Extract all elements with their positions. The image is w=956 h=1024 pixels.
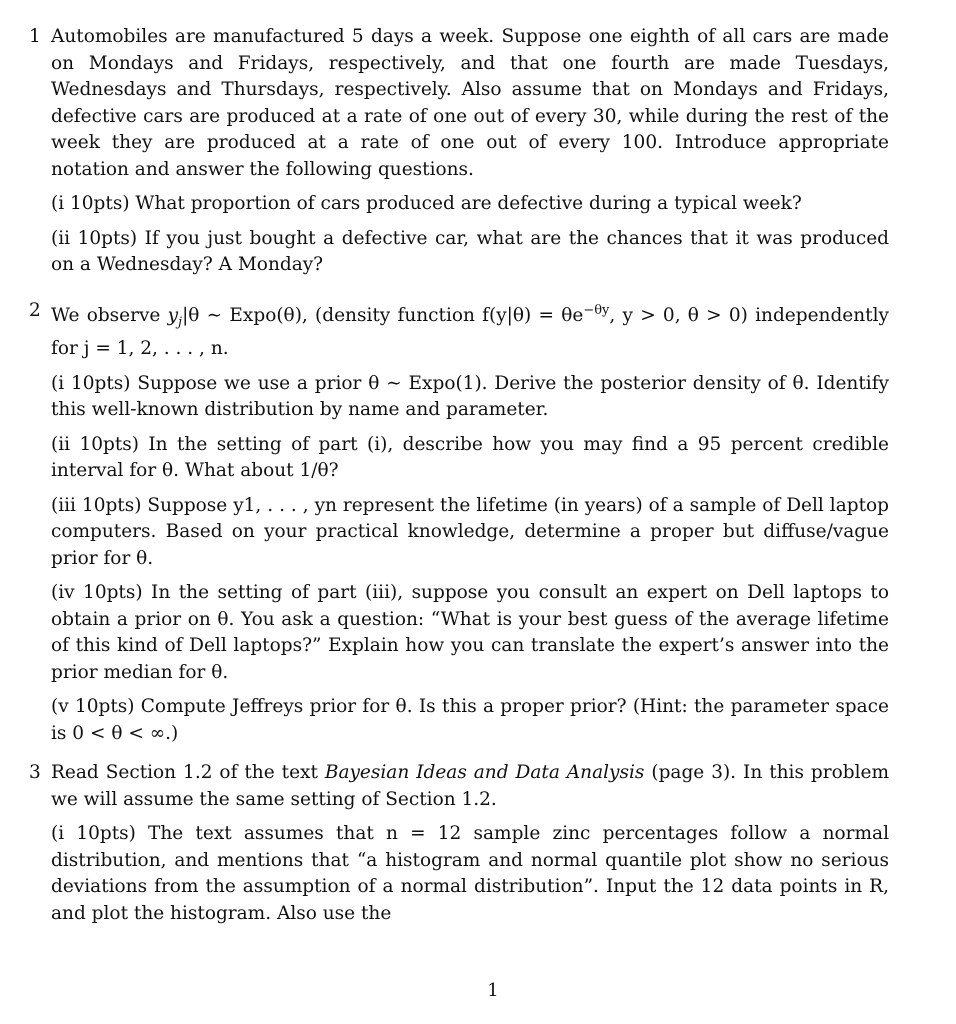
part-iii: (iii 10pts) Suppose y1, . . . , yn represent the lifetime (in years) of a sample of Dell laptop computers. Based on your practical knowledge, determine a proper but diffuse/vague prior for θ. [51,494,889,569]
problem-intro: Automobiles are manufactured 5 days a week. Suppose one eighth of all cars are made on Mondays and Fridays, respectively, and that one fourth are made Tuesdays, Wednesdays and Thursdays, respectively. Also assume that on Mondays and Fridays, defective cars are produced at a rate of one out of every 30, while during the rest of the week they are produced at a rate of one out of every 100. Introduce appropriate notation and answer the following questions. [51,26,889,180]
math-expression: |θ ∼ Expo(θ), (density function f(y|θ) = θe [182,305,584,327]
math-var: y [167,305,179,327]
problem-number: 1 [29,26,41,47]
part-i: (i 10pts) Suppose we use a prior θ ∼ Expo(1). Derive the posterior density of θ. Identify this well-known distribution by name and parameter. [51,372,889,421]
part-ii: (ii 10pts) If you just bought a defective car, what are the chances that it was produced on a Wednesday? A Monday? [51,227,889,275]
part-i: (i 10pts) The text assumes that n = 12 sample zinc percentages follow a normal distribution, and mentions that “a histogram and normal quantile plot show no serious deviations from the assumption of a normal distribution”. Input the 12 data points in R, and plot the histogram. Also use the [51,823,889,924]
problem-intro [51,298,889,363]
part-v: (v 10pts) Compute Jeffreys prior for θ. Is this a proper prior? (Hint: the parameter space is 0 < θ < ∞.) [51,696,889,744]
intro-text: (page 3). In this problem we will assume the same setting of Section 1.2. [51,762,889,810]
page-number: 1 [487,980,499,1001]
problem-number: 2 [29,300,41,321]
problem-number: 3 [29,762,41,783]
problem-1 [29,24,899,279]
book-title: Bayesian Ideas and Data Analysis [324,762,645,783]
math-expression: , y > 0, θ > 0) independently for j = 1, 2, . . . , n. [51,305,889,360]
problem-intro [51,760,889,813]
math-exponent: −θy [583,303,610,318]
part-iv: (iv 10pts) In the setting of part (iii), suppose you consult an expert on Dell laptops to obtain a prior on θ. You ask a question: “What is your best guess of the average lifetime of this kind of Dell laptops?” Explain how you can translate the expert’s answer into the prior median for θ. [51,582,889,683]
problem-2 [29,298,899,747]
problem-body [51,760,889,927]
problem-body [51,298,889,747]
intro-text: Read Section 1.2 of the text [51,762,318,783]
part-i: (i 10pts) What proportion of cars produced are defective during a typical week? [51,193,802,214]
intro-text: We observe [51,305,161,327]
part-ii: (ii 10pts) In the setting of part (i), describe how you may find a 95 percent credible interval for θ. What about 1/θ? [51,433,889,482]
math-subscript: j [178,314,183,330]
problem-body [51,24,889,279]
problem-3 [29,760,899,927]
